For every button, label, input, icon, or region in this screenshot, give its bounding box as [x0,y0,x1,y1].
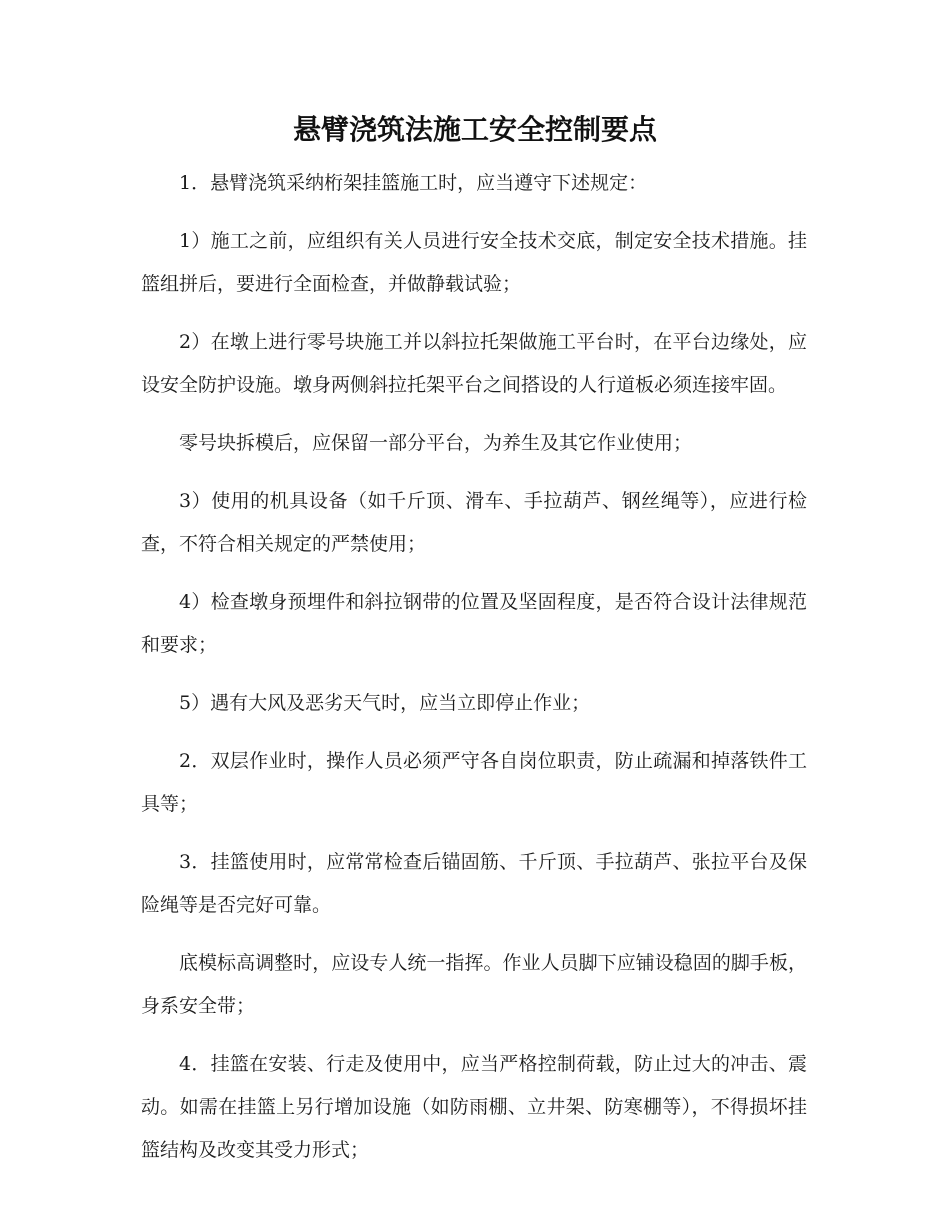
paragraph-5: 3）使用的机具设备（如千斤顶、滑车、手拉葫芦、钢丝绳等），应进行检查，不符合相关规定的严禁使用； [141,490,807,555]
page-title: 悬臂浇筑法施工安全控制要点 [292,113,657,146]
paragraph-4: 零号块拆模后，应保留一部分平台，为养生及其它作业使用； [179,432,693,454]
paragraph-8: 2．双层作业时，操作人员必须严守各自岗位职责，防止疏漏和掉落铁件工具等； [141,750,807,815]
paragraph-1: 1．悬臂浇筑采纳桁架挂篮施工时，应当遵守下述规定： [179,172,648,194]
paragraph-11: 4．挂篮在安装、行走及使用中，应当严格控制荷载，防止过大的冲击、震动。如需在挂篮上另行增加设施（如防雨棚、立井架、防寒棚等），不得损坏挂篮结构及改变其受力形式； [141,1053,807,1161]
paragraph-7: 5）遇有大风及恶劣天气时，应当立即停止作业； [179,692,591,714]
paragraph-3: 2）在墩上进行零号块施工并以斜拉托架做施工平台时，在平台边缘处，应设安全防护设施。墩身两侧斜拉托架平台之间搭设的人行道板必须连接牢固。 [141,331,807,396]
paragraph-9: 3．挂篮使用时，应常常检查后锚固筋、千斤顶、手拉葫芦、张拉平台及保险绳等是否完好可靠。 [141,851,807,916]
document-body [141,162,807,1187]
paragraph-6: 4）检查墩身预埋件和斜拉钢带的位置及坚固程度，是否符合设计法律规范和要求； [141,591,807,656]
paragraph-2: 1）施工之前，应组织有关人员进行安全技术交底，制定安全技术措施。挂篮组拼后，要进行全面检查，并做静载试验； [141,230,807,295]
paragraph-10: 底模标高调整时，应设专人统一指挥。作业人员脚下应铺设稳固的脚手板，身系安全带； [141,952,807,1017]
